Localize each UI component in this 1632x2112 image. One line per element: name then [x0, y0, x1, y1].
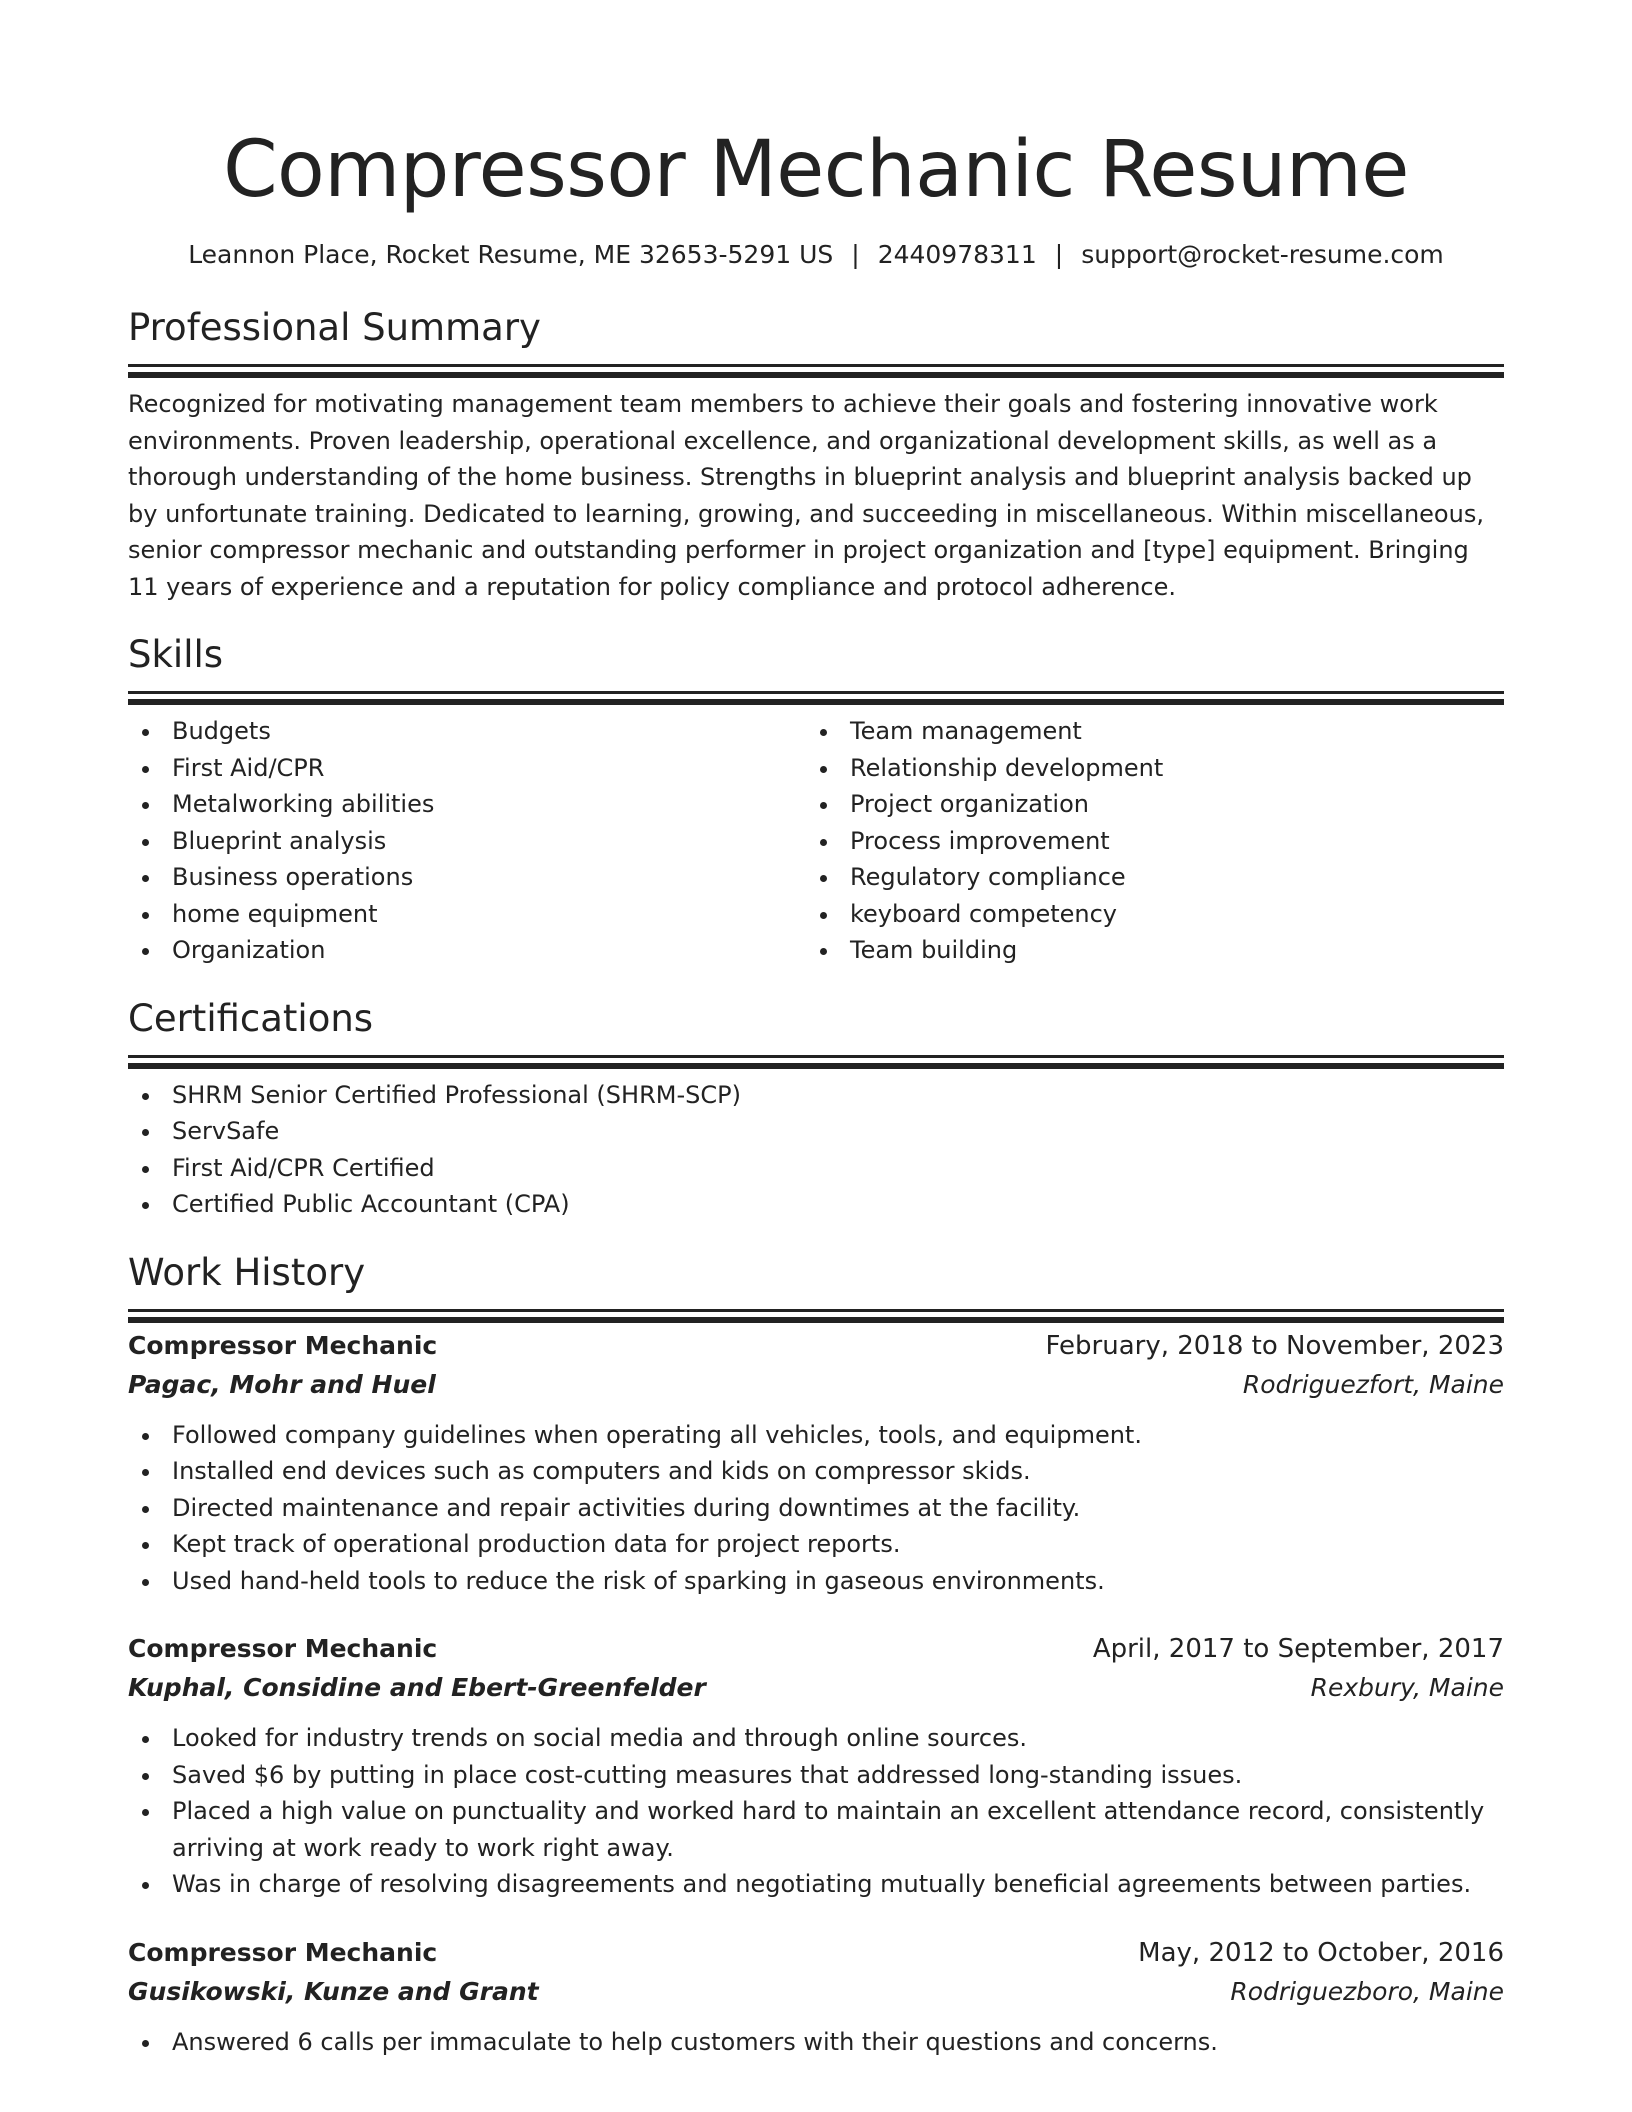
skills-left-column: [128, 713, 806, 969]
job-location: Rodriguezboro, Maine: [1230, 1976, 1504, 2006]
job-bullet: Installed end devices such as computers and kids on compressor skids.: [128, 1453, 1504, 1490]
contact-phone: 2440978311: [877, 240, 1037, 269]
skill-item: Organization: [128, 932, 806, 969]
contact-email: support@rocket-resume.com: [1081, 240, 1444, 269]
job-bullets: [128, 2024, 1504, 2061]
skills-heading: Skills: [128, 633, 224, 676]
resume-title: Compressor Mechanic Resume: [223, 125, 1409, 215]
skill-item: Project organization: [806, 786, 1484, 823]
job-dates: May, 2012 to October, 2016: [1138, 1937, 1504, 1968]
job-bullets: [128, 1720, 1504, 1903]
job-bullets: [128, 1417, 1504, 1600]
job-subheader: [128, 1365, 1504, 1405]
contact-address: Leannon Place, Rocket Resume, ME 32653-5291 US: [188, 240, 834, 269]
job-bullet: Answered 6 calls per immaculate to help customers with their questions and concerns.: [128, 2024, 1504, 2061]
job-location: Rodriguezfort, Maine: [1242, 1369, 1504, 1399]
section-divider: [128, 1055, 1504, 1058]
section-divider: [128, 364, 1504, 367]
job-title: Compressor Mechanic: [128, 1330, 438, 1360]
job-bullet: Placed a high value on punctuality and worked hard to maintain an excellent attendance record, consistently arriving at work ready to work right away.: [128, 1793, 1504, 1866]
skill-item: Team building: [806, 932, 1484, 969]
skills-section: [128, 631, 1504, 969]
skill-item: Relationship development: [806, 750, 1484, 787]
skill-item: keyboard competency: [806, 896, 1484, 933]
job-company: Kuphal, Considine and Ebert-Greenfelder: [128, 1673, 706, 1702]
job-header: [128, 1934, 1504, 1972]
job-bullet: Used hand-held tools to reduce the risk of sparking in gaseous environments.: [128, 1563, 1504, 1600]
job-bullet: Kept track of operational production data for project reports.: [128, 1526, 1504, 1563]
job-bullet: Looked for industry trends on social media and through online sources.: [128, 1720, 1504, 1757]
skill-item: Regulatory compliance: [806, 859, 1484, 896]
job-bullet: Directed maintenance and repair activities during downtimes at the facility.: [128, 1490, 1504, 1527]
skill-item: Budgets: [128, 713, 806, 750]
skill-item: Process improvement: [806, 823, 1484, 860]
job-company: Pagac, Mohr and Huel: [128, 1369, 436, 1399]
job-bullet: Followed company guidelines when operating all vehicles, tools, and equipment.: [128, 1417, 1504, 1454]
summary-heading: Professional Summary: [128, 306, 541, 349]
skill-item: First Aid/CPR: [128, 750, 806, 787]
job-title: Compressor Mechanic: [128, 1634, 438, 1663]
job-subheader: [128, 1668, 1504, 1708]
contact-separator: |: [851, 240, 860, 269]
contact-separator: |: [1054, 240, 1064, 269]
certifications-list: [128, 1077, 1504, 1223]
job-bullet: Was in charge of resolving disagreements and negotiating mutually beneficial agreements between parties.: [128, 1866, 1504, 1903]
job-entry: [128, 1630, 1504, 1903]
summary-section: [128, 304, 1504, 605]
job-dates: April, 2017 to September, 2017: [1092, 1634, 1504, 1664]
job-entry: [128, 1327, 1504, 1600]
job-bullet: Saved $6 by putting in place cost-cutting measures that addressed long-standing issues.: [128, 1757, 1504, 1794]
work-history-section: [128, 1249, 1504, 2061]
job-subheader: [128, 1972, 1504, 2012]
job-entry: [128, 1934, 1504, 2061]
skill-item: home equipment: [128, 896, 806, 933]
certification-item: First Aid/CPR Certified: [128, 1150, 1504, 1187]
job-title: Compressor Mechanic: [128, 1937, 438, 1967]
certification-item: ServSafe: [128, 1113, 1504, 1150]
certifications-section: [128, 995, 1504, 1223]
job-company: Gusikowski, Kunze and Grant: [128, 1976, 539, 2006]
certification-item: SHRM Senior Certified Professional (SHRM-SCP): [128, 1077, 1504, 1114]
section-divider: [128, 1309, 1504, 1312]
job-header: [128, 1630, 1504, 1668]
skill-item: Metalworking abilities: [128, 786, 806, 823]
skill-item: Business operations: [128, 859, 806, 896]
skills-right-column: [806, 713, 1484, 969]
summary-text: Recognized for motivating management team members to achieve their goals and fostering innovative work environments. Proven leadership, operational excellence, and organizational development skills, as well as a thorough understanding of the home business. Strengths in blueprint analysis and blueprint analysis backed up by unfortunate training. Dedicated to learning, growing, and succeeding in miscellaneous. Within miscellaneous, senior compressor mechanic and outstanding performer in project organization and [type] equipment. Bringing 11 years of experience and a reputation for policy compliance and protocol adherence.: [128, 390, 1484, 601]
job-dates: February, 2018 to November, 2023: [1045, 1330, 1504, 1361]
certifications-heading: Certifications: [128, 996, 374, 1040]
work-history-heading: Work History: [128, 1250, 366, 1294]
job-location: Rexbury, Maine: [1310, 1673, 1504, 1702]
job-header: [128, 1327, 1504, 1365]
contact-line: [128, 238, 1504, 272]
skill-item: Team management: [806, 713, 1484, 750]
skill-item: Blueprint analysis: [128, 823, 806, 860]
certification-item: Certified Public Accountant (CPA): [128, 1186, 1504, 1223]
skills-grid: [128, 713, 1504, 969]
section-divider: [128, 691, 1504, 694]
